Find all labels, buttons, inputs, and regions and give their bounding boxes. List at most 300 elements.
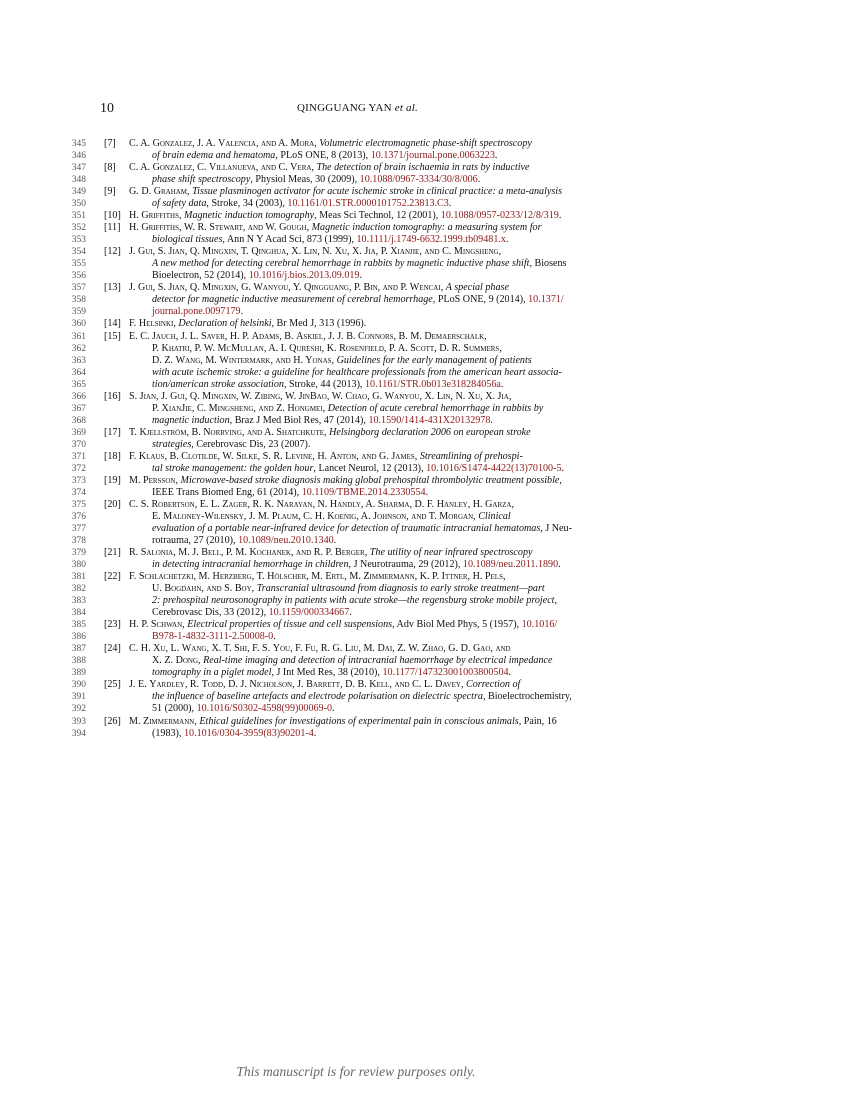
- author-name: Vera: [290, 162, 312, 174]
- reference-plain-text: , C.: [192, 162, 209, 174]
- reference-plain-text: ,: [559, 474, 562, 486]
- author-name: Villanueva: [208, 162, 256, 174]
- reference-line: [0, 270, 850, 282]
- reference-plain-text: , B.: [279, 330, 297, 342]
- reference-entry: [0, 331, 850, 391]
- reference-text: [152, 463, 564, 475]
- author-name: , and C. L.: [389, 679, 436, 691]
- reference-title: tion/american stroke association: [152, 378, 284, 390]
- doi-link[interactable]: 10.1111/j.1749-6632.1999.tb09481.x: [356, 234, 506, 246]
- author-name: Morgan: [439, 510, 474, 522]
- author-name: James: [391, 450, 415, 462]
- reference-line: [0, 463, 850, 475]
- reference-text: [129, 138, 532, 150]
- author-name: Herzberg: [212, 571, 252, 583]
- reference-plain-text: , N.: [317, 246, 335, 258]
- reference-plain-text: , M.: [193, 571, 213, 583]
- author-name: Klaus: [138, 450, 165, 462]
- reference-number: [16]: [104, 390, 121, 402]
- reference-entry: [0, 162, 850, 186]
- reference-entry: [0, 571, 850, 619]
- line-number: 380: [71, 560, 86, 571]
- reference-plain-text: M.: [129, 474, 144, 486]
- reference-plain-text: , N.: [450, 390, 468, 402]
- reference-number: [13]: [104, 282, 121, 294]
- author-name: Mingsheng: [453, 246, 499, 258]
- author-name: Dong: [175, 655, 199, 667]
- reference-title: Helsingborg declaration 2006 on european stroke: [329, 426, 531, 438]
- author-name: Hongmei: [287, 402, 323, 414]
- line-number: 347: [71, 163, 86, 174]
- reference-line: [0, 318, 850, 330]
- author-name: , and R. P.: [290, 547, 336, 559]
- reference-entry: [0, 391, 850, 427]
- reference-line: [0, 499, 850, 511]
- reference-line: [0, 150, 850, 162]
- reference-title: Real-time imaging and detection of intracranial haemorrhage by electrical impedance: [203, 655, 553, 667]
- reference-plain-text: , Bioelectrochemistry,: [482, 691, 572, 703]
- reference-title: Tissue plasminogen activator for acute ischemic stroke in clinical practice: a meta-analysis: [192, 186, 563, 198]
- author-name: Barrett: [306, 679, 341, 691]
- author-name: , and G.: [356, 450, 392, 462]
- author-name: Stewart: [209, 222, 243, 234]
- doi-link[interactable]: 10.1089/neu.2011.1890: [462, 559, 559, 571]
- line-number: 375: [71, 499, 86, 510]
- author-name: Jia: [497, 390, 509, 402]
- reference-plain-text: C. S.: [129, 498, 152, 510]
- reference-title: evaluation of a portable near-infrared device for detection of traumatic intracranial hematomas: [152, 523, 541, 534]
- reference-text: [152, 150, 497, 162]
- reference-text: [129, 643, 511, 655]
- author-name: You: [272, 643, 291, 655]
- author-name: Scott: [410, 342, 435, 354]
- reference-plain-text: , G.: [367, 390, 385, 402]
- reference-plain-text: , H.: [467, 571, 485, 583]
- reference-number: [7]: [104, 138, 116, 149]
- reference-entry: [0, 138, 850, 162]
- reference-plain-text: J.: [129, 246, 138, 258]
- reference-plain-text: , Biosens: [529, 258, 567, 270]
- reference-plain-text: D. Z.: [152, 354, 176, 366]
- reference-plain-text: , PLoS ONE, 9 (2014),: [432, 294, 529, 306]
- reference-title: in detecting intracranial hemorrhage in children: [152, 559, 349, 571]
- reference-line: [0, 403, 850, 415]
- author-name: Gough: [279, 222, 307, 234]
- author-name: Rosenfield: [339, 342, 384, 354]
- author-name: Mingxin: [202, 282, 237, 294]
- reference-plain-text: ,: [331, 354, 337, 366]
- reference-line: [0, 703, 850, 715]
- doi-link[interactable]: 10.1016/j.bios.2013.09.019: [248, 270, 360, 282]
- reference-title: Guidelines for the early management of patients: [336, 354, 532, 366]
- reference-entry: [0, 318, 850, 330]
- author-name: Jauch: [152, 330, 176, 342]
- reference-number: [11]: [104, 222, 121, 234]
- reference-plain-text: Bioelectron, 52 (2014),: [152, 270, 249, 282]
- reference-plain-text: ,: [194, 715, 200, 727]
- line-number: 376: [71, 511, 86, 522]
- doi-link[interactable]: 10.1161/01.STR.0000101752.23813.C3: [287, 198, 449, 210]
- reference-plain-text: C. A.: [129, 138, 153, 149]
- reference-plain-text: .: [273, 631, 276, 643]
- author-name: Gui: [170, 390, 185, 402]
- author-name: , and: [490, 643, 511, 655]
- author-name: Jian: [168, 282, 185, 294]
- reference-text: [129, 391, 511, 403]
- reference-plain-text: , Meas Sci Technol, 12 (2001),: [314, 210, 441, 222]
- reference-number: [17]: [104, 426, 121, 438]
- reference-plain-text: , Ann N Y Acad Sci, 873 (1999),: [222, 234, 357, 246]
- doi-link[interactable]: 10.1016/S0302-4598(99)00069-0: [196, 703, 332, 715]
- author-name: Lin: [303, 246, 318, 258]
- reference-plain-text: , P.: [348, 282, 364, 294]
- reference-plain-text: , W.: [326, 390, 346, 402]
- author-name: Xu: [334, 246, 347, 258]
- line-number: 346: [71, 151, 86, 162]
- reference-number: [22]: [104, 571, 121, 583]
- author-name: , and P.: [377, 282, 410, 294]
- reference-line: [0, 667, 850, 679]
- author-name: Bogdahn: [164, 583, 202, 595]
- reference-text: [152, 294, 564, 306]
- line-number: 360: [71, 319, 86, 330]
- reference-text: [129, 499, 514, 511]
- author-name: Zibing: [254, 390, 281, 402]
- reference-plain-text: ,: [187, 186, 193, 198]
- author-name: Handly: [329, 498, 361, 510]
- reference-line: [0, 234, 850, 246]
- reference-number: [21]: [104, 547, 121, 559]
- reference-text: [129, 451, 523, 463]
- reference-plain-text: , J.: [156, 390, 171, 402]
- reference-plain-text: , A.: [356, 510, 374, 522]
- reference-plain-text: , J Neurotrauma, 29 (2012),: [348, 559, 463, 571]
- reference-plain-text: , T.: [251, 571, 268, 583]
- reference-line: [0, 535, 850, 547]
- reference-title: Electrical properties of tissue and cell suspensions: [187, 619, 393, 631]
- line-number: 356: [71, 271, 86, 282]
- line-number: 354: [71, 247, 86, 258]
- author-name: Persson: [143, 474, 176, 486]
- reference-plain-text: , T.: [236, 246, 252, 258]
- reference-plain-text: , D. F.: [409, 498, 437, 510]
- reference-title: Microwave-based stroke diagnosis making global prehospital thrombolytic treatment possible: [180, 474, 560, 486]
- author-name: Griffiths: [141, 222, 179, 234]
- reference-plain-text: G. D.: [129, 186, 154, 198]
- author-name: Schwan: [150, 619, 183, 631]
- reference-plain-text: , J.: [292, 679, 307, 691]
- reference-plain-text: ,: [175, 474, 181, 486]
- reference-plain-text: , Braz J Med Biol Res, 47 (2014),: [229, 414, 369, 426]
- reference-number: [15]: [104, 330, 121, 342]
- line-number: 377: [71, 524, 86, 534]
- reference-text: [152, 631, 276, 643]
- author-name: Zager: [222, 498, 248, 510]
- reference-plain-text: , PLoS ONE, 8 (2013),: [275, 150, 371, 162]
- reference-plain-text: R.: [129, 547, 141, 559]
- line-number: 371: [71, 451, 86, 462]
- reference-plain-text: ,: [182, 619, 188, 631]
- line-number: 345: [71, 139, 86, 149]
- reference-plain-text: , J Int Med Res, 38 (2010),: [271, 667, 383, 679]
- author-name: Gui: [137, 282, 153, 294]
- reference-text: [129, 222, 542, 234]
- author-name: JinBao: [298, 390, 327, 402]
- doi-link[interactable]: B978-1-4832-3111-2.50008-0: [152, 631, 274, 643]
- line-number: 369: [71, 427, 86, 438]
- doi-link[interactable]: 10.1159/000334667: [268, 607, 350, 619]
- reference-plain-text: ,: [322, 402, 328, 414]
- running-head-etal: et al.: [394, 102, 418, 114]
- reference-plain-text: , W.: [236, 390, 255, 402]
- author-name: Norrving: [203, 426, 242, 438]
- reference-title: A special phase: [445, 282, 509, 294]
- reference-entry: [0, 716, 850, 740]
- reference-plain-text: ,: [311, 162, 317, 174]
- reference-plain-text: , S.: [152, 282, 169, 294]
- reference-line: [0, 427, 850, 439]
- line-number: 366: [71, 391, 86, 402]
- reference-text: [129, 571, 506, 583]
- reference-plain-text: .: [359, 270, 363, 282]
- reference-line: [0, 294, 850, 306]
- reference-plain-text: U.: [152, 583, 165, 595]
- author-name: Liu: [344, 643, 359, 655]
- author-name: Saver: [201, 330, 225, 342]
- reference-title: 2: prehospital neurosonography in patients with acute stroke—the regensburg stroke mobile project: [152, 595, 555, 607]
- author-name: Sharma: [377, 498, 410, 510]
- reference-plain-text: , C. H.: [298, 510, 328, 522]
- reference-plain-text: , Q.: [184, 246, 203, 258]
- review-footer: [0, 1064, 850, 1080]
- reference-plain-text: , H. P.: [224, 330, 252, 342]
- reference-plain-text: ,: [473, 510, 479, 522]
- reference-number: [18]: [104, 450, 121, 462]
- author-name: Clotilde: [181, 450, 218, 462]
- author-name: Wanyou: [253, 282, 289, 294]
- line-number: 390: [71, 680, 86, 691]
- doi-link[interactable]: 10.1016/0304-3959(83)90201-4: [183, 727, 314, 739]
- author-name: Wang: [175, 354, 201, 366]
- reference-text: [152, 439, 310, 451]
- reference-line: [0, 728, 850, 740]
- author-name: Chao: [345, 390, 368, 402]
- reference-title: Declaration of helsinki: [178, 318, 272, 330]
- doi-link[interactable]: 10.1177/147323001003800504: [382, 667, 509, 679]
- reference-plain-text: .: [313, 727, 317, 739]
- reference-plain-text: , M.: [306, 571, 326, 583]
- reference-plain-text: ,: [440, 282, 446, 294]
- reference-text: [152, 703, 335, 715]
- reference-plain-text: T.: [129, 426, 140, 438]
- author-name: Pels: [484, 571, 503, 583]
- author-name: Demaerschalk: [424, 330, 485, 342]
- author-name: Todd: [201, 679, 224, 691]
- author-name: Mingxin: [202, 390, 237, 402]
- line-number: 365: [71, 379, 86, 390]
- reference-list: [0, 138, 850, 740]
- doi-link[interactable]: 10.1016/: [521, 619, 558, 631]
- author-name: Qingguang: [303, 282, 349, 294]
- reference-line: [0, 643, 850, 655]
- reference-plain-text: , A. I.: [263, 342, 290, 354]
- reference-plain-text: , G. D.: [443, 643, 473, 655]
- reference-entry: [0, 499, 850, 547]
- author-name: XianJie: [161, 402, 192, 414]
- reference-plain-text: , X.: [480, 390, 498, 402]
- reference-title: of safety data: [152, 198, 207, 210]
- reference-plain-text: E.: [152, 510, 164, 522]
- doi-link[interactable]: journal.pone.0097179: [152, 306, 241, 318]
- doi-link[interactable]: 10.1088/0967-3334/30/8/006: [359, 174, 478, 186]
- doi-link[interactable]: 10.1371/journal.pone.0063223: [370, 150, 495, 162]
- reference-plain-text: C. H.: [129, 643, 154, 655]
- reference-title: Volumetric electromagnetic phase-shift spectroscopy: [319, 138, 532, 149]
- reference-number: [20]: [104, 498, 121, 510]
- reference-number: [9]: [104, 186, 116, 198]
- reference-plain-text: ,: [414, 450, 420, 462]
- reference-line: [0, 415, 850, 427]
- reference-text: [152, 234, 508, 246]
- reference-text: [152, 523, 572, 535]
- author-name: , and W.: [242, 222, 280, 234]
- author-name: Ertl: [325, 571, 345, 583]
- line-number: 378: [71, 536, 86, 547]
- author-name: Adams: [251, 330, 280, 342]
- author-name: Kochanek: [249, 547, 291, 559]
- reference-plain-text: , Q.: [184, 282, 203, 294]
- author-name: , and A.: [241, 426, 277, 438]
- reference-number: [14]: [104, 318, 121, 330]
- reference-title: A new method for detecting cerebral hemorrhage in rabbits by magnetic inductive phase shift: [152, 258, 530, 270]
- reference-title: Ethical guidelines for investigations of experimental pain in conscious animals: [199, 715, 519, 727]
- reference-text: [152, 198, 451, 210]
- author-name: Zimmermann: [143, 715, 195, 727]
- reference-text: [152, 607, 352, 619]
- reference-plain-text: ,: [502, 571, 506, 583]
- doi-link[interactable]: 10.1016/S1474-4422(13)70100-5: [426, 462, 562, 474]
- reference-text: [129, 318, 366, 330]
- line-number: 389: [71, 668, 86, 679]
- reference-entry: [0, 619, 850, 643]
- reference-plain-text: P.: [152, 402, 162, 414]
- reference-plain-text: rotrauma, 27 (2010),: [152, 535, 239, 547]
- line-number: 393: [71, 716, 86, 727]
- reference-plain-text: E. C.: [129, 330, 152, 342]
- doi-link[interactable]: 10.1161/STR.0b013e318284056a: [364, 378, 501, 390]
- author-name: Helsinki: [138, 318, 174, 330]
- author-name: Jian: [139, 390, 157, 402]
- reference-text: [152, 691, 572, 703]
- author-name: Gonzalez: [152, 162, 193, 174]
- reference-text: [129, 186, 562, 198]
- reference-plain-text: , P. W.: [189, 342, 218, 354]
- reference-plain-text: .: [490, 414, 493, 426]
- reference-title: strategies: [152, 438, 192, 450]
- reference-title: The detection of brain ischaemia in rats by inductive: [316, 162, 530, 174]
- author-name: Anton: [329, 450, 357, 462]
- reference-line: [0, 619, 850, 631]
- author-name: , and H.: [270, 354, 306, 366]
- doi-link[interactable]: 10.1089/neu.2010.1340: [238, 535, 334, 547]
- line-number: 363: [71, 355, 86, 366]
- doi-link[interactable]: 10.1088/0957-0233/12/8/319: [440, 210, 559, 222]
- reference-entry: [0, 210, 850, 222]
- reference-text: [152, 728, 316, 740]
- reference-entry: [0, 222, 850, 246]
- reference-plain-text: , R. G.: [315, 643, 345, 655]
- author-name: Kell: [369, 679, 390, 691]
- author-name: Wintermark: [219, 354, 271, 366]
- reference-plain-text: .: [561, 462, 565, 474]
- author-name: Zhao: [421, 643, 444, 655]
- author-name: Wanyou: [384, 390, 420, 402]
- reference-title: tal stroke management: the golden hour: [152, 462, 314, 474]
- reference-plain-text: F.: [129, 450, 139, 462]
- reference-number: [23]: [104, 619, 121, 631]
- reference-line: [0, 222, 850, 234]
- line-number: 358: [71, 295, 86, 306]
- running-head-author: QINGGUANG YAN: [297, 102, 392, 114]
- reference-plain-text: C. A.: [129, 162, 153, 174]
- reference-number: [24]: [104, 643, 121, 655]
- author-name: Griffiths: [141, 210, 179, 222]
- reference-plain-text: ,: [498, 246, 502, 258]
- reference-plain-text: F.: [129, 318, 139, 330]
- author-name: Mingxin: [202, 246, 237, 258]
- reference-text: [129, 547, 532, 559]
- doi-link[interactable]: 10.1371/: [528, 294, 564, 306]
- author-name: Lin: [436, 390, 451, 402]
- reference-plain-text: , R. K.: [247, 498, 277, 510]
- author-name: Berger: [335, 547, 365, 559]
- reference-plain-text: J. E.: [129, 679, 150, 691]
- reference-plain-text: , A.: [360, 498, 378, 510]
- doi-link[interactable]: 10.1590/1414-431X20132978: [368, 414, 491, 426]
- author-name: McMullan: [217, 342, 264, 354]
- author-name: Kjellström: [139, 426, 187, 438]
- reference-plain-text: Cerebrovasc Dis, 33 (2012),: [152, 607, 269, 619]
- reference-plain-text: , B. M.: [393, 330, 425, 342]
- reference-line: [0, 210, 850, 222]
- reference-line: [0, 716, 850, 728]
- reference-plain-text: , M.: [344, 571, 364, 583]
- reference-title: Magnetic induction tomography: a measuring system for: [311, 222, 542, 234]
- reference-plain-text: , J. J. B.: [323, 330, 358, 342]
- author-name: Jian: [168, 246, 185, 258]
- author-name: , and Z.: [253, 402, 288, 414]
- reference-plain-text: , Physiol Meas, 30 (2009),: [250, 174, 360, 186]
- reference-line: [0, 595, 850, 607]
- reference-number: [12]: [104, 246, 121, 258]
- reference-line: [0, 282, 850, 294]
- reference-title: with acute ischemic stroke: a guideline for healthcare professionals from the american heart associa-: [152, 366, 562, 378]
- reference-plain-text: , J. L.: [175, 330, 201, 342]
- reference-plain-text: , F.: [290, 643, 305, 655]
- author-name: Shi: [234, 643, 248, 655]
- reference-text: [152, 403, 543, 415]
- reference-plain-text: , S. R.: [257, 450, 286, 462]
- author-name: Davey: [435, 679, 461, 691]
- line-number: 374: [71, 487, 86, 498]
- line-number: 384: [71, 608, 86, 619]
- line-number: 368: [71, 415, 86, 426]
- reference-plain-text: , H.: [467, 498, 486, 510]
- reference-entry: [0, 186, 850, 210]
- author-name: Hanley: [436, 498, 468, 510]
- line-number: 388: [71, 656, 86, 667]
- doi-link[interactable]: 10.1109/TBME.2014.2330554: [301, 486, 426, 498]
